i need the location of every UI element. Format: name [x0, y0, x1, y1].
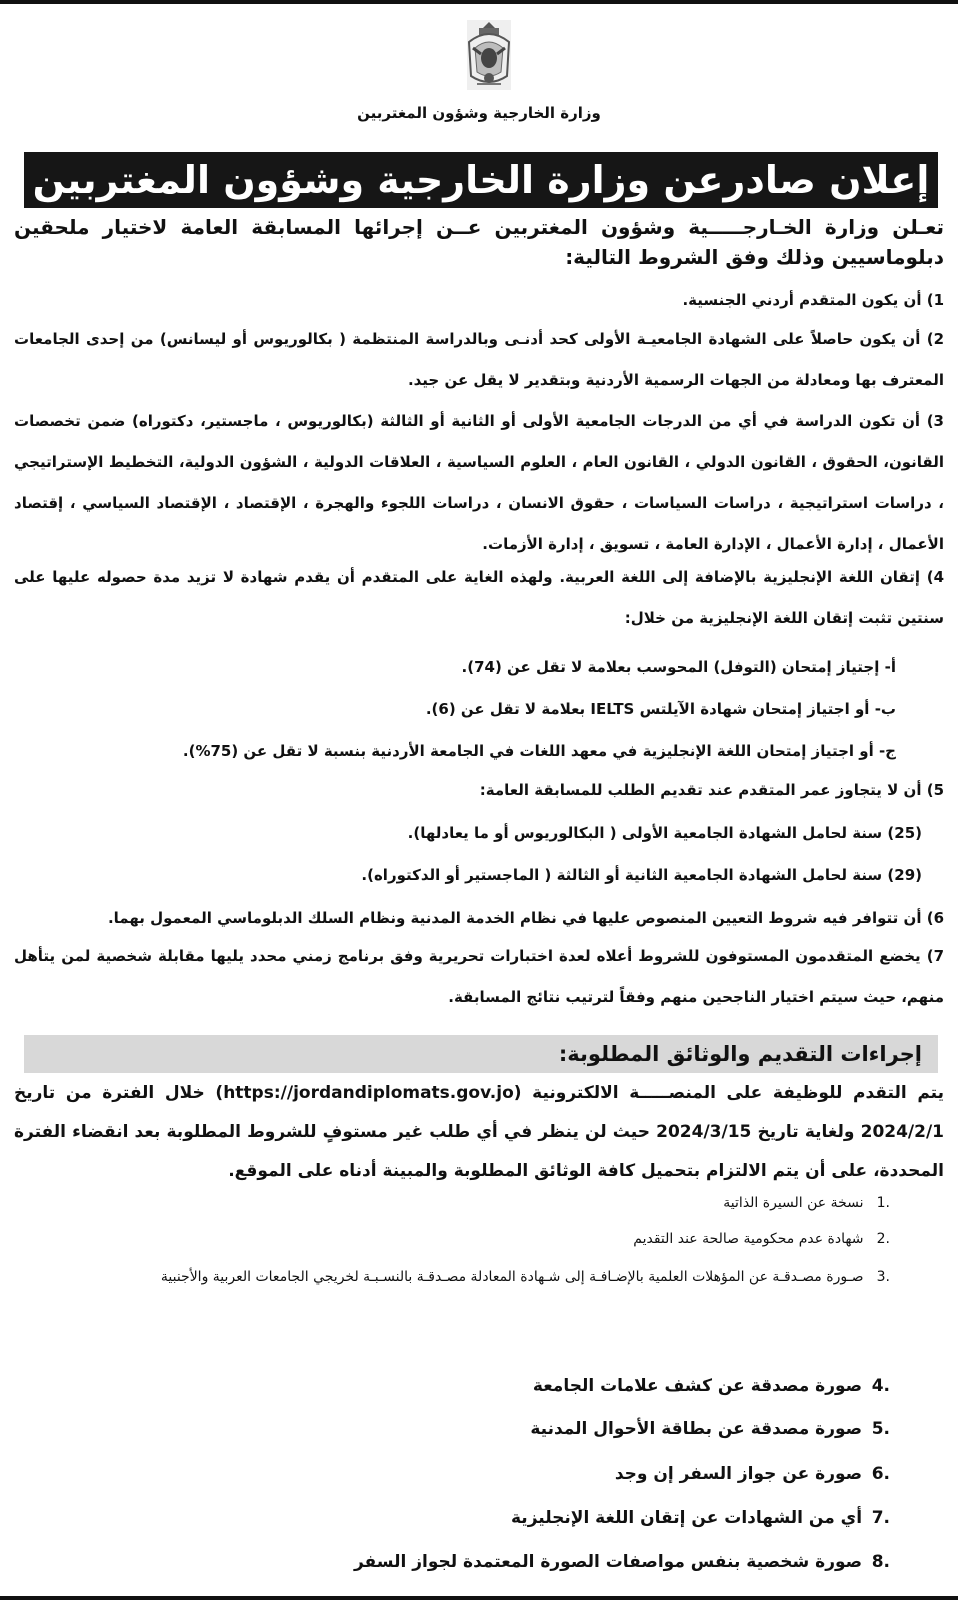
document-text: صـورة مصـدقـة عن المؤهلات العلمية بالإضـافـة إلى شـهادة المعادلة مصـدقـة بالنسـبـة لخريجي الجامعات العربية والأجنبية [160, 1269, 864, 1285]
condition-1 [14, 280, 944, 321]
document-number: .2 [876, 1231, 890, 1247]
document-item [0, 1186, 958, 1221]
document-text: صورة عن جواز السفر إن وجد [614, 1464, 863, 1484]
condition-text: أن لا يتجاوز عمر المتقدم عند تقديم الطلب للمسابقة العامة: [479, 781, 922, 799]
document-number: .8 [871, 1552, 890, 1572]
document-text: صورة مصدقة عن كشف علامات الجامعة [532, 1376, 863, 1396]
option-text: أو اجتياز إمتحان شهادة الآيلتس IELTS بعلامة لا تقل عن (6). [425, 700, 870, 718]
age-limit-bachelor: (25) سنة لحامل الشهادة الجامعية الأولى ( البكالوريوس أو ما يعادلها). [407, 824, 922, 842]
document-number: .7 [871, 1508, 890, 1528]
option-text: أو اجتياز إمتحان اللغة الإنجليزية في معهد اللغات في الجامعة الأردنية بنسبة لا تقل عن (75%). [182, 742, 874, 760]
condition-number: 1) [926, 291, 944, 309]
age-limit-postgraduate: (29) سنة لحامل الشهادة الجامعية الثانية أو الثالثة ( الماجستير أو الدكتوراه). [361, 866, 922, 884]
document-number: .1 [876, 1195, 890, 1211]
document-item [0, 1260, 958, 1295]
english-option-a [28, 647, 958, 687]
document-item [0, 1497, 958, 1540]
announcement-title: إعلان صادرعن وزارة الخارجية وشؤون المغتربين [24, 152, 938, 208]
condition-7 [14, 936, 944, 1018]
condition-number: 2) [926, 330, 945, 348]
document-item [0, 1541, 958, 1584]
document-text: صورة مصدقة عن بطاقة الأحوال المدنية [530, 1419, 863, 1439]
document-item [0, 1222, 958, 1257]
condition-text: أن يكون المتقدم أردني الجنسية. [682, 291, 922, 309]
condition-number: 4) [926, 568, 944, 586]
condition-number: 3) [926, 412, 944, 430]
condition-6 [14, 898, 944, 939]
document-item [0, 1453, 958, 1496]
document-text: صورة شخصية بنفس مواصفات الصورة المعتمدة لجواز السفر [353, 1552, 863, 1572]
document-text: شهادة عدم محكومية صالحة عند التقديم [633, 1231, 864, 1247]
ministry-header: وزارة الخارجية وشؤون المغتربين [357, 104, 601, 122]
condition-number: 7) [926, 947, 944, 965]
document-item [0, 1365, 958, 1408]
option-letter: ج- [878, 742, 896, 760]
condition-number: 5) [926, 781, 944, 799]
option-letter: أ- [884, 658, 896, 676]
document-text: أي من الشهادات عن إتقان اللغة الإنجليزية [511, 1508, 863, 1528]
application-text: يتم التقدم للوظيفة على المنصـــــة الالكترونية (https://jordandiplomats.gov.jo) خلال الفترة من تاريخ 2024/2/1 ولغاية تاريخ 2024/3/15 حيث لن ينظر في أي طلب غير مستوفٍ للشروط المطلوبة بعد انقضاء الفترة المحددة، على أن يتم الالتزام بتحميل كافة الوثائق المطلوبة والمبينة أدناه على الموقع. [14, 1083, 944, 1181]
condition-2 [14, 319, 944, 401]
condition-number: 6) [926, 909, 944, 927]
document-item [0, 1408, 958, 1451]
condition-4 [14, 557, 944, 639]
condition-text: أن تكون الدراسة في أي من الدرجات الجامعية الأولى أو الثانية أو الثالثة (بكالوريوس ، ماجستير، دكتوراه) ضمن تخصصات القانون، الحقوق ، القانون الدولي ، القانون العام ، العلوم السياسية ، العلاقات الدولية ، الشؤون الدولية، التخطيط الإستراتيجي ، دراسات استراتيجية ، دراسات السياسات ، حقوق الانسان ، دراسات اللجوء والهجرة ، الإقتصاد ، الإقتصاد السياسي ، إقتصاد الأعمال ، إدارة الأعمال ، الإدارة العامة ، تسويق ، إدارة الأزمات. [14, 412, 944, 553]
condition-text: أن يكون حاصلاً على الشهادة الجامعيـة الأولى كحد أدنـى وبالدراسة المنتظمة ( بكالوريوس أو ليسانس) من إحدى الجامعات المعترف بها ومعادلة من الجهات الرسمية الأردنية وبتقدير لا يقل عن جيد. [14, 330, 944, 389]
condition-3 [14, 401, 944, 565]
english-option-c [28, 731, 958, 771]
document-text: نسخة عن السيرة الذاتية [723, 1195, 864, 1211]
option-text: إجتياز إمتحان (التوفل) المحوسب بعلامة لا تقل عن (74). [461, 658, 880, 676]
document-number: .5 [871, 1419, 890, 1439]
application-heading: إجراءات التقديم والوثائق المطلوبة: [24, 1035, 938, 1073]
condition-text: إتقان اللغة الإنجليزية بالإضافة إلى اللغة العربية. ولهذه الغاية على المتقدم أن يقدم شهادة لا تزيد مدة حصوله عليها على سنتين تثبت إتقان اللغة الإنجليزية من خلال: [14, 568, 944, 627]
announcement-intro: تعـلن وزارة الخـارجـــــية وشؤون المغتربين عــن إجرائها المسابقة العامة لاختيار ملحقين دبلوماسيين وذلك وفق الشروط التالية: [14, 215, 944, 269]
condition-5 [14, 770, 944, 811]
document-number: .4 [871, 1376, 890, 1396]
english-option-b [28, 689, 958, 729]
document-number: .6 [871, 1464, 890, 1484]
option-letter: ب- [874, 700, 896, 718]
document-number: .3 [876, 1269, 890, 1285]
jordan-emblem-icon [447, 14, 531, 96]
condition-text: يخضع المتقدمون المستوفون للشروط أعلاه لعدة اختبارات تحريرية وفق برنامج زمني محدد يليها مقابلة شخصية لمن يتأهل منهم، حيث سيتم اختيار الناجحين منهم وفقاً لترتيب نتائج المسابقة. [14, 947, 944, 1006]
condition-text: أن تتوافر فيه شروط التعيين المنصوص عليها في نظام الخدمة المدنية ونظام السلك الدبلوماسي المعمول بهما. [107, 909, 922, 927]
